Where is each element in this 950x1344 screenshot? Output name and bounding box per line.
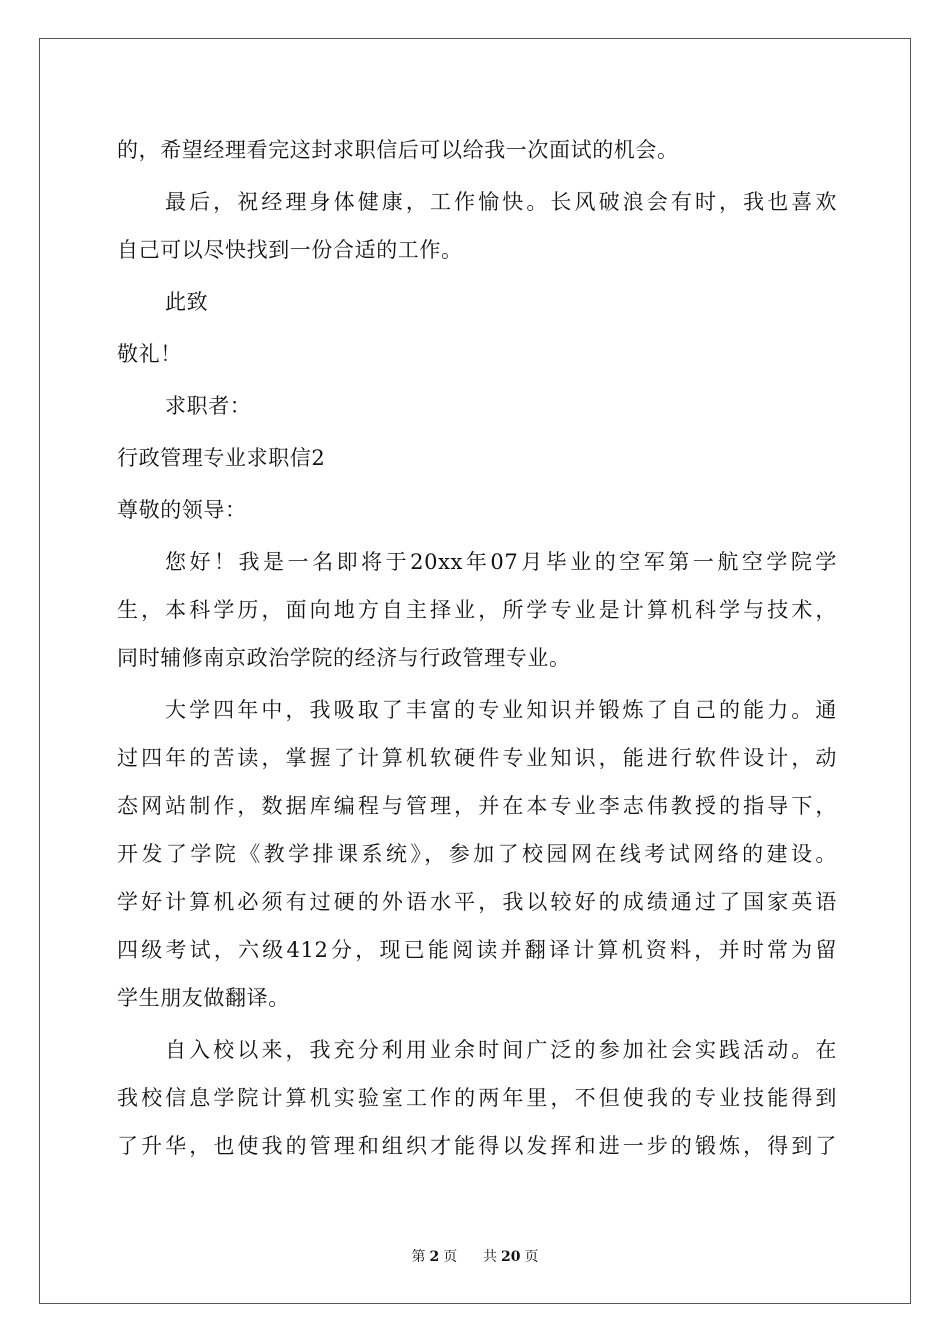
paragraph-activities-first-line: 自入校以来，我充分利用业余时间广泛的参加社会实践活动。在 — [165, 1038, 837, 1062]
salutation-cizhi: 此致 — [165, 290, 209, 314]
page-footer — [0, 1248, 950, 1266]
page-number — [409, 1249, 459, 1265]
greeting: 尊敬的领导： — [117, 498, 247, 522]
total-prefix: 共 — [483, 1249, 498, 1265]
text-line: 我校信息学院计算机实验室工作的两年里，不但使我的专业技能得到 — [117, 1086, 837, 1110]
paragraph-intro-first-line: 您好！我是一名即将于20xx年07月毕业的空军第一航空学院学 — [165, 550, 837, 574]
text-line: 同时辅修南京政治学院的经济与行政管理专业。 — [117, 646, 571, 670]
paragraph-closing-first-line: 最后，祝经理身体健康，工作愉快。长风破浪会有时，我也喜欢 — [165, 190, 837, 214]
text-line: 学生朋友做翻译。 — [117, 986, 290, 1010]
salutation-jingli: 敬礼！ — [117, 342, 182, 366]
current-page: 2 — [429, 1249, 440, 1265]
total-unit: 页 — [524, 1249, 539, 1265]
text-line: 生，本科学历，面向地方自主择业，所学专业是计算机科学与技术， — [117, 598, 837, 622]
paragraph-university-first-line: 大学四年中，我吸取了丰富的专业知识并锻炼了自己的能力。通 — [165, 698, 837, 722]
signature-applicant: 求职者： — [165, 394, 252, 418]
text-line: 的，希望经理看完这封求职信后可以给我一次面试的机会。 — [117, 138, 679, 162]
text-line: 学好计算机必须有过硬的外语水平，我以较好的成绩通过了国家英语 — [117, 890, 837, 914]
document-body — [117, 126, 837, 1170]
section-title: 行政管理专业求职信2 — [117, 446, 326, 470]
total-pages: 20 — [501, 1249, 521, 1265]
text-line: 态网站制作，数据库编程与管理，并在本专业李志伟教授的指导下， — [117, 794, 837, 818]
text-line: 开发了学院《教学排课系统》，参加了校园网在线考试网络的建设。 — [117, 842, 837, 866]
text-line: 了升华，也使我的管理和组织才能得以发挥和进一步的锻炼，得到了 — [117, 1134, 837, 1158]
text-line: 过四年的苦读，掌握了计算机软硬件专业知识，能进行软件设计，动 — [117, 746, 837, 770]
text-line: 自己可以尽快找到一份合适的工作。 — [117, 238, 463, 262]
page-prefix: 第 — [411, 1249, 426, 1265]
text-line: 四级考试，六级412分，现已能阅读并翻译计算机资料，并时常为留 — [117, 938, 837, 962]
page-total — [481, 1249, 540, 1265]
page-unit: 页 — [443, 1249, 458, 1265]
